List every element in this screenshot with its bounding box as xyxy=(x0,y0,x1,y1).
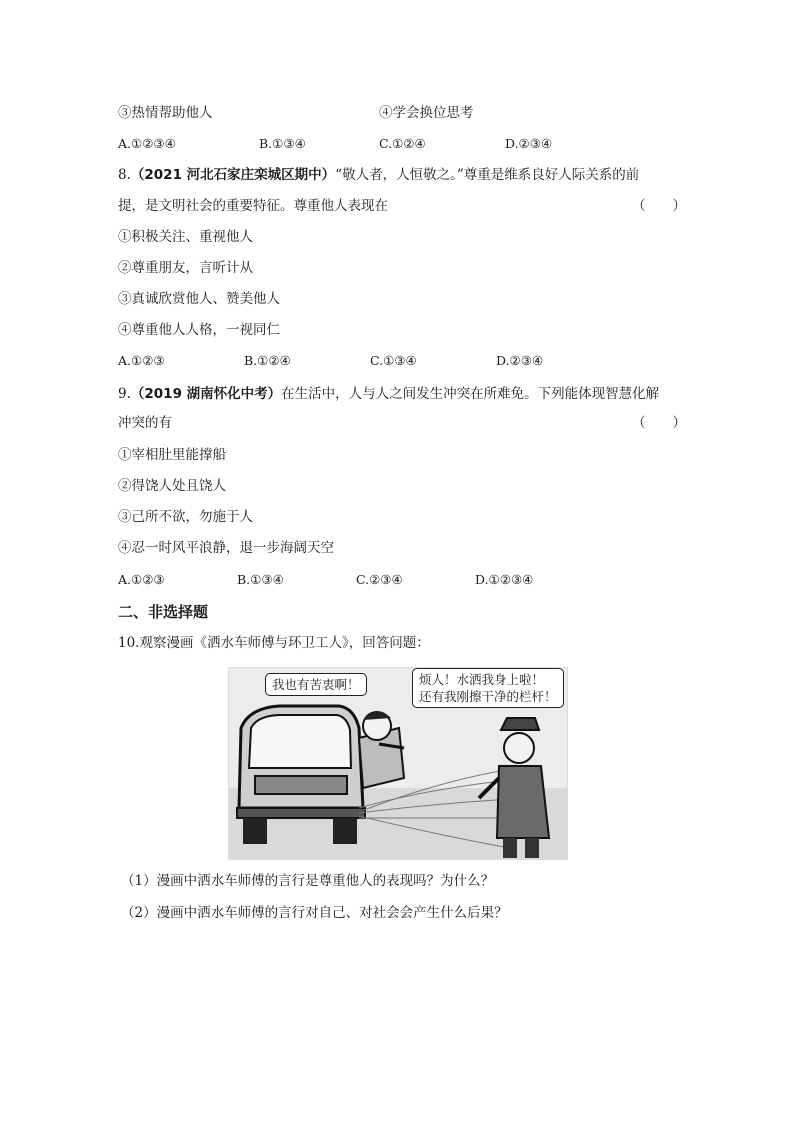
worker-speech-line1: 烦人！水洒我身上啦！ xyxy=(419,672,545,687)
driver-speech-bubble: 我也有苦衷啊！ xyxy=(265,673,367,696)
q8-stem-line1 xyxy=(118,166,639,184)
q7-option-a: A.①②③④ xyxy=(118,136,176,151)
q8-option-b: B.①②④ xyxy=(244,353,291,368)
q8-option-d: D.②③④ xyxy=(496,353,544,368)
q9-answer-paren: （ ） xyxy=(632,415,686,431)
section-title: 二、非选择题 xyxy=(118,603,209,621)
q8-source: （2021 河北石家庄栾城区期中） xyxy=(130,167,336,183)
q8-item-3: ③真诚欣赏他人、赞美他人 xyxy=(118,291,280,307)
q7-option-b: B.①③④ xyxy=(259,136,306,151)
q9-option-a: A.①②③ xyxy=(118,572,165,587)
q8-text-line2: 提，是文明社会的重要特征。尊重他人表现在 xyxy=(118,198,388,214)
q9-option-b: B.①③④ xyxy=(237,572,284,587)
q8-option-c: C.①③④ xyxy=(370,353,417,368)
q7-option-c: C.①②④ xyxy=(379,136,426,151)
q9-number: 9. xyxy=(118,386,131,402)
q7-option-d: D.②③④ xyxy=(505,136,553,151)
worker-speech-bubble xyxy=(412,668,564,708)
q8-text-line1: “敬人者，人恒敬之。”尊重是维系良好人际关系的前 xyxy=(335,167,640,183)
q8-item-2: ②尊重朋友，言听计从 xyxy=(118,260,253,276)
q8-number: 8. xyxy=(118,167,131,183)
q9-item-1: ①宰相肚里能撑船 xyxy=(118,447,226,463)
q9-item-4: ④忍一时风平浪静，退一步海阔天空 xyxy=(118,540,334,556)
q9-item-3: ③己所不欲，勿施于人 xyxy=(118,509,253,525)
q8-option-a: A.①②③ xyxy=(118,353,165,368)
q10-stem: 10.观察漫画《洒水车师傅与环卫工人》，回答问题： xyxy=(118,635,430,651)
q7-item-3: ③热情帮助他人 xyxy=(118,105,213,121)
q8-answer-paren: （ ） xyxy=(632,198,686,214)
cartoon-image xyxy=(228,667,568,860)
q8-item-4: ④尊重他人人格，一视同仁 xyxy=(118,322,280,338)
q9-option-c: C.②③④ xyxy=(356,572,403,587)
q9-stem-line1 xyxy=(118,385,659,403)
q10-sub-question-1: （1）漫画中洒水车师傅的言行是尊重他人的表现吗？为什么？ xyxy=(121,873,495,889)
q9-option-d: D.①②③④ xyxy=(475,572,534,587)
q9-text-line2: 冲突的有 xyxy=(118,415,172,431)
q9-text-line1: 在生活中，人与人之间发生冲突在所难免。下列能体现智慧化解 xyxy=(281,386,660,402)
q8-item-1: ①积极关注、重视他人 xyxy=(118,229,253,245)
q9-source: （2019 湖南怀化中考） xyxy=(130,386,282,402)
q9-item-2: ②得饶人处且饶人 xyxy=(118,478,226,494)
q7-item-4: ④学会换位思考 xyxy=(379,105,474,121)
q10-sub-question-2: （2）漫画中洒水车师傅的言行对自己、对社会会产生什么后果？ xyxy=(121,905,508,921)
worker-speech-line2: 还有我刚擦干净的栏杆！ xyxy=(419,689,557,704)
